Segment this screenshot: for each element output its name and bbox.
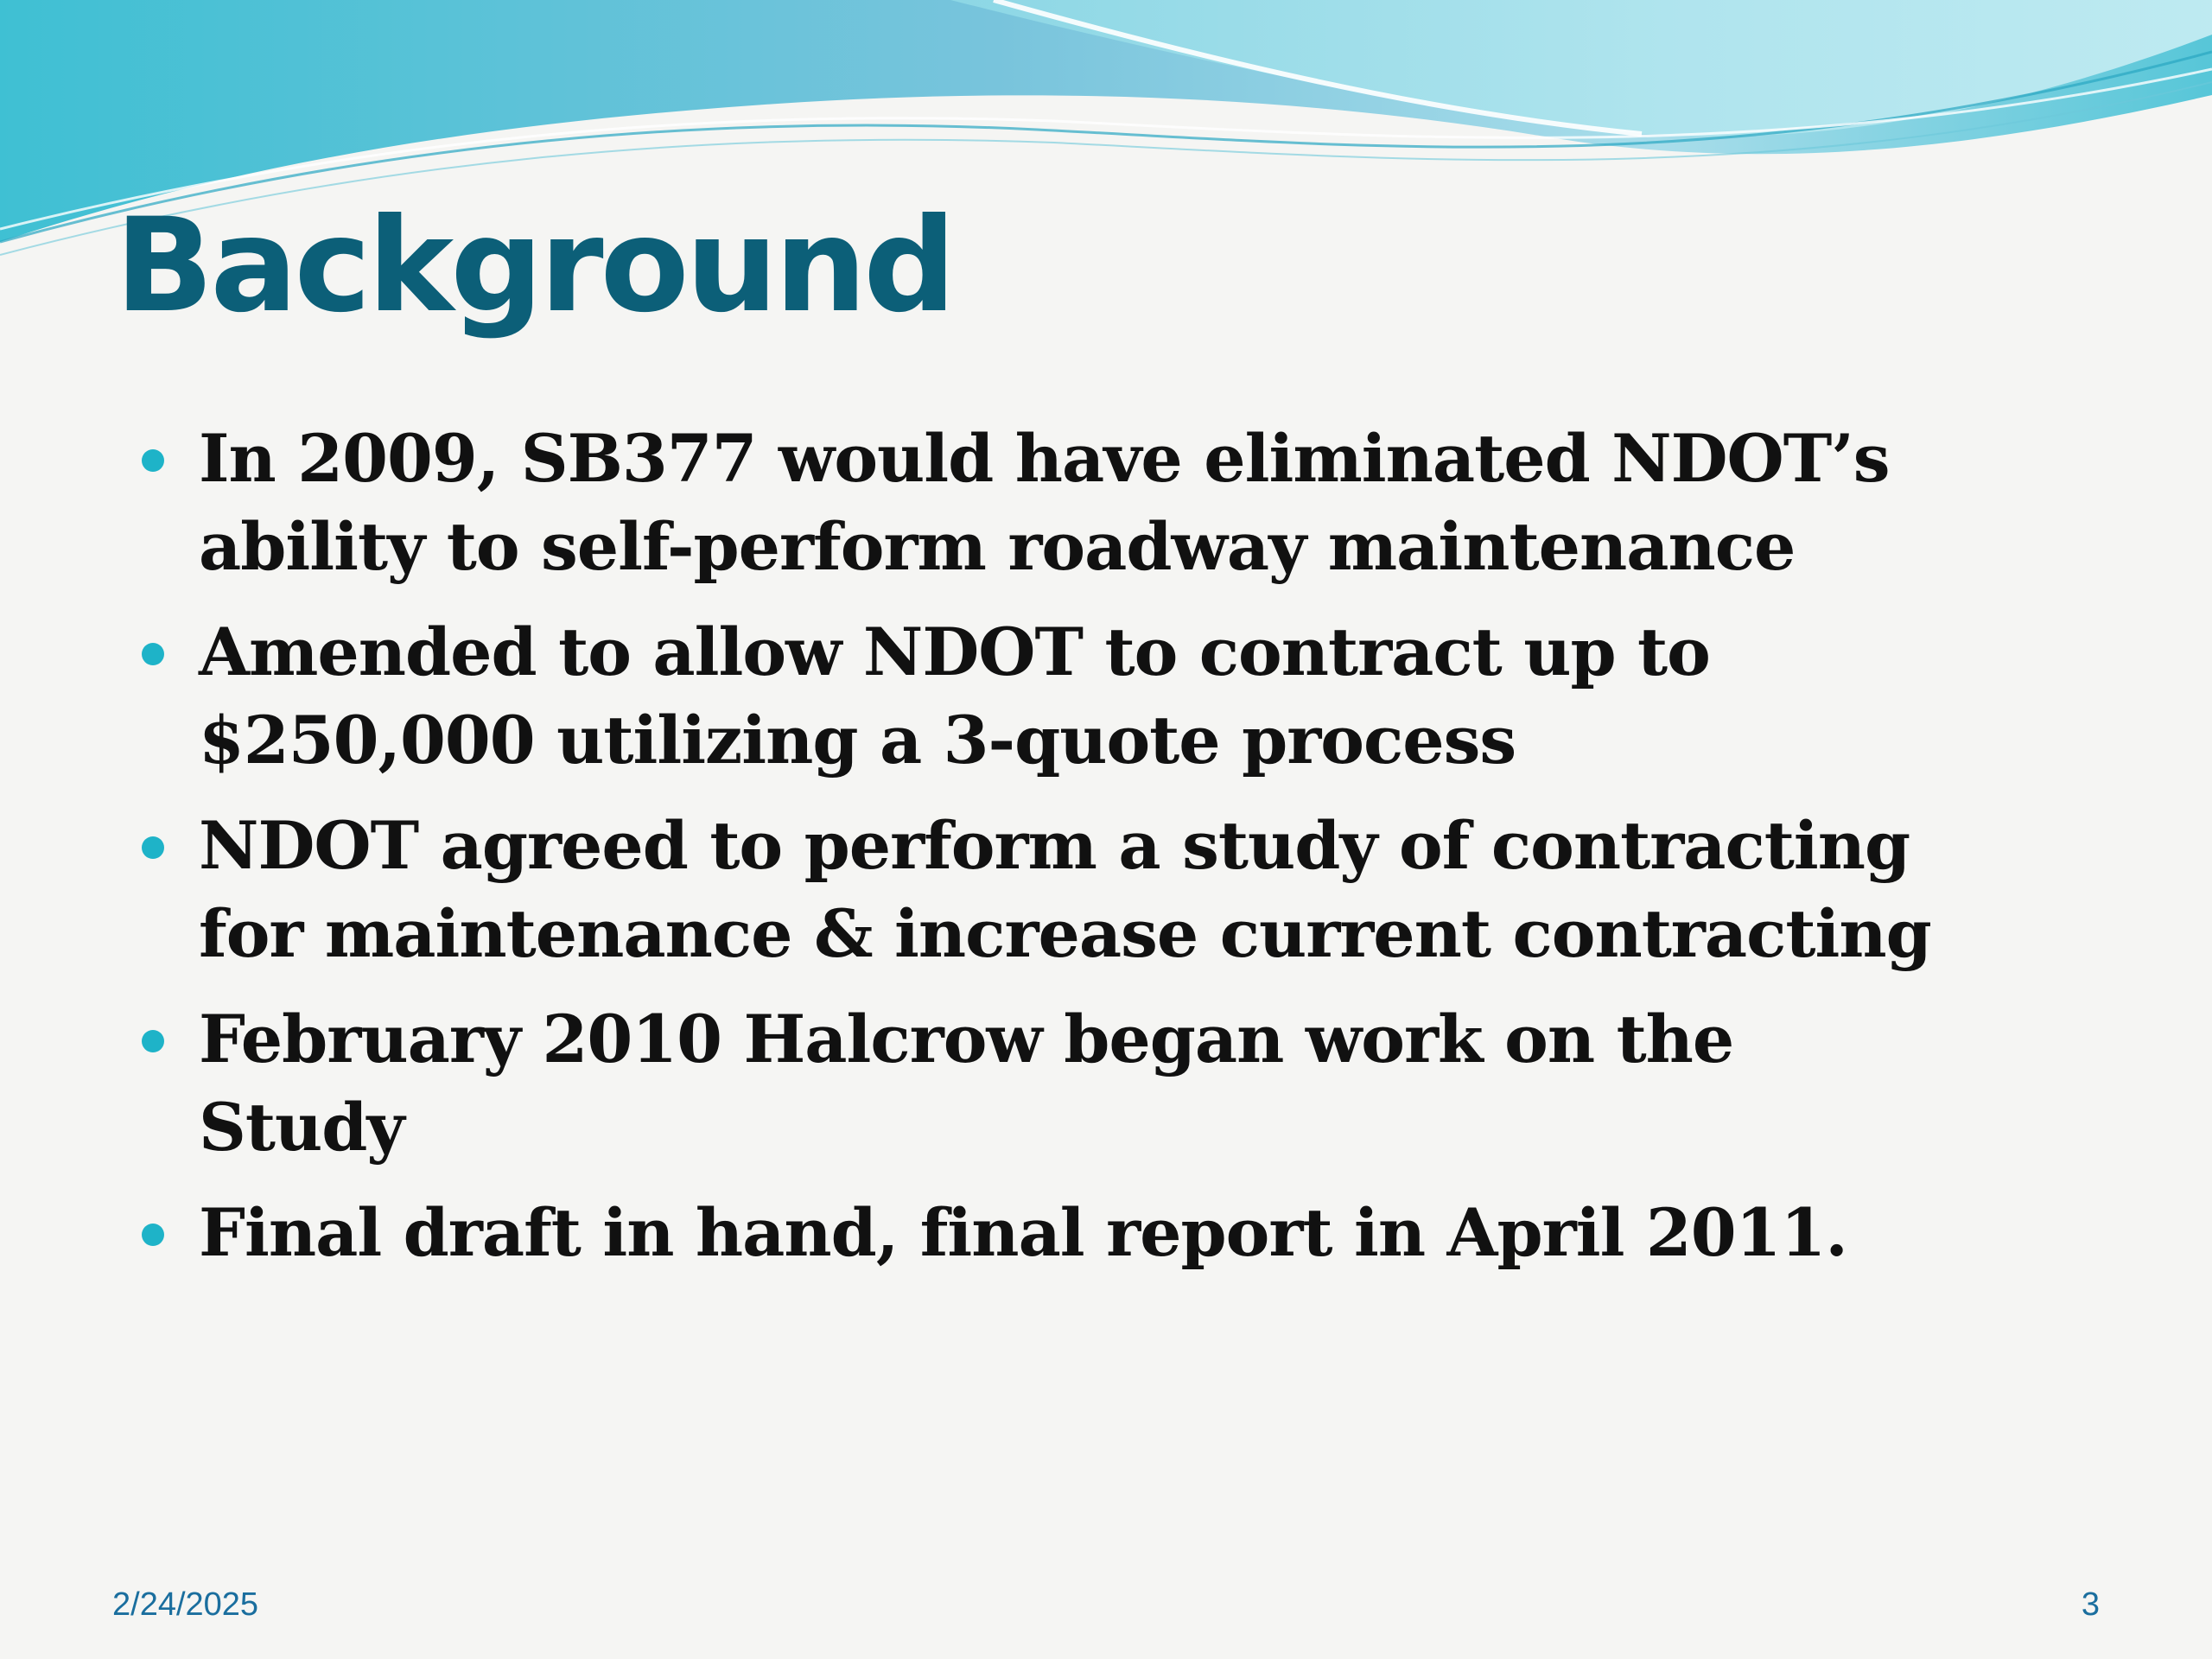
bullet-dot-icon xyxy=(142,1030,164,1052)
bullet-text: February 2010 Halcrow began work on the Study xyxy=(199,1001,1734,1166)
bullet-item xyxy=(199,608,1953,785)
page-number: 3 xyxy=(2081,1586,2100,1623)
bullet-list xyxy=(199,415,1953,1294)
bullet-dot-icon xyxy=(142,643,164,665)
bullet-dot-icon xyxy=(142,836,164,859)
bullet-dot-icon xyxy=(142,449,164,472)
bullet-item xyxy=(199,415,1953,591)
footer-date: 2/24/2025 xyxy=(112,1586,259,1623)
bullet-text: In 2009, SB377 would have eliminated NDOT’s ability to self-perform roadway maintenance xyxy=(199,420,1890,585)
bullet-item xyxy=(199,995,1953,1172)
bullet-text: Final draft in hand, final report in April 2011. xyxy=(199,1194,1847,1271)
slide-title: Background xyxy=(115,191,953,341)
bullet-text: Amended to allow NDOT to contract up to $250,000 utilizing a 3-quote process xyxy=(199,613,1710,779)
bullet-item xyxy=(199,1189,1953,1277)
bullet-text: NDOT agreed to perform a study of contracting for maintenance & increase current contracting xyxy=(199,807,1931,972)
bullet-item xyxy=(199,802,1953,978)
bullet-dot-icon xyxy=(142,1224,164,1246)
